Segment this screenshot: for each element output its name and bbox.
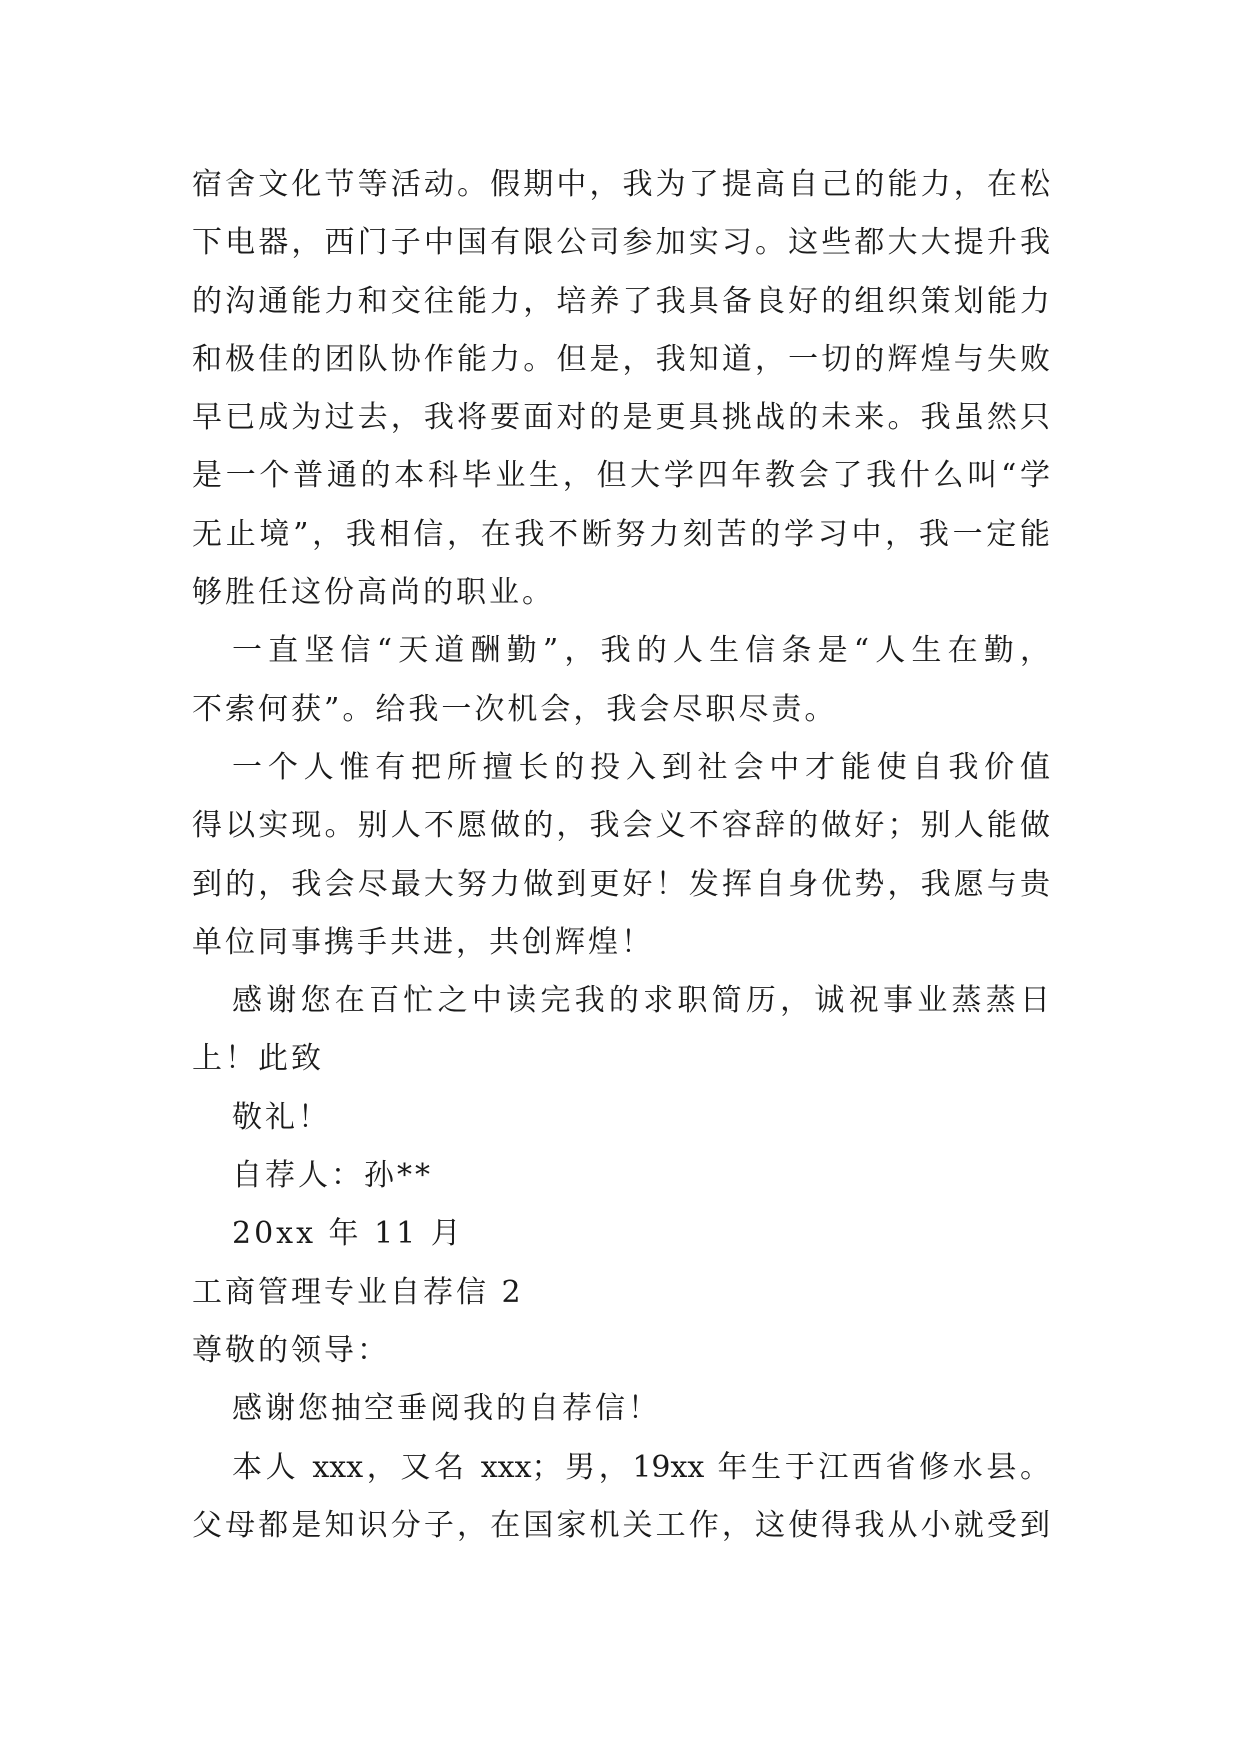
section-title: 工商管理专业自荐信 2 xyxy=(192,1274,524,1310)
text-line: 父母都是知识分子，在国家机关工作，这使得我从小就受到 xyxy=(192,1507,1050,1543)
salutation: 尊敬的领导： xyxy=(192,1332,390,1368)
paragraph-first-line: 一个人惟有把所擅长的投入到社会中才能使自我价值 xyxy=(232,749,1050,785)
paragraph-first-line: 一直坚信“天道酬勤”，我的人生信条是“人生在勤， xyxy=(232,633,1050,669)
text-line: 下电器，西门子中国有限公司参加实习。这些都大大提升我 xyxy=(192,225,1050,261)
text-line: 无止境”，我相信，在我不断努力刻苦的学习中，我一定能 xyxy=(192,516,1050,552)
text-line: 上！此致 xyxy=(192,1041,324,1077)
signature-date: 20xx 年 11 月 xyxy=(232,1216,464,1252)
text-line: 到的，我会尽最大努力做到更好！发挥自身优势，我愿与贵 xyxy=(192,866,1050,902)
text-line: 不索何获”。给我一次机会，我会尽职尽责。 xyxy=(192,691,838,727)
text-line: 得以实现。别人不愿做的，我会义不容辞的做好；别人能做 xyxy=(192,808,1050,844)
text-line: 宿舍文化节等活动。假期中，我为了提高自己的能力，在松 xyxy=(192,167,1050,202)
closing-salute: 敬礼！ xyxy=(232,1099,331,1135)
signature-name: 自荐人：孙** xyxy=(232,1158,433,1194)
text-line: 的沟通能力和交往能力，培养了我具备良好的组织策划能力 xyxy=(192,283,1050,319)
text-line: 单位同事携手共进，共创辉煌！ xyxy=(192,924,654,960)
text-line: 和极佳的团队协作能力。但是，我知道，一切的辉煌与失败 xyxy=(192,341,1050,377)
document-body xyxy=(192,156,1050,1555)
text-line: 早已成为过去，我将要面对的是更具挑战的未来。我虽然只 xyxy=(192,400,1050,436)
text-line: 是一个普通的本科毕业生，但大学四年教会了我什么叫“学 xyxy=(192,458,1050,494)
text-line: 够胜任这份高尚的职业。 xyxy=(192,575,555,611)
paragraph-first-line: 感谢您在百忙之中读完我的求职简历，诚祝事业蒸蒸日 xyxy=(232,983,1050,1019)
paragraph-first-line: 本人 xxx，又名 xxx；男，19xx 年生于江西省修水县。 xyxy=(232,1449,1050,1485)
paragraph-first-line: 感谢您抽空垂阅我的自荐信！ xyxy=(232,1391,661,1427)
